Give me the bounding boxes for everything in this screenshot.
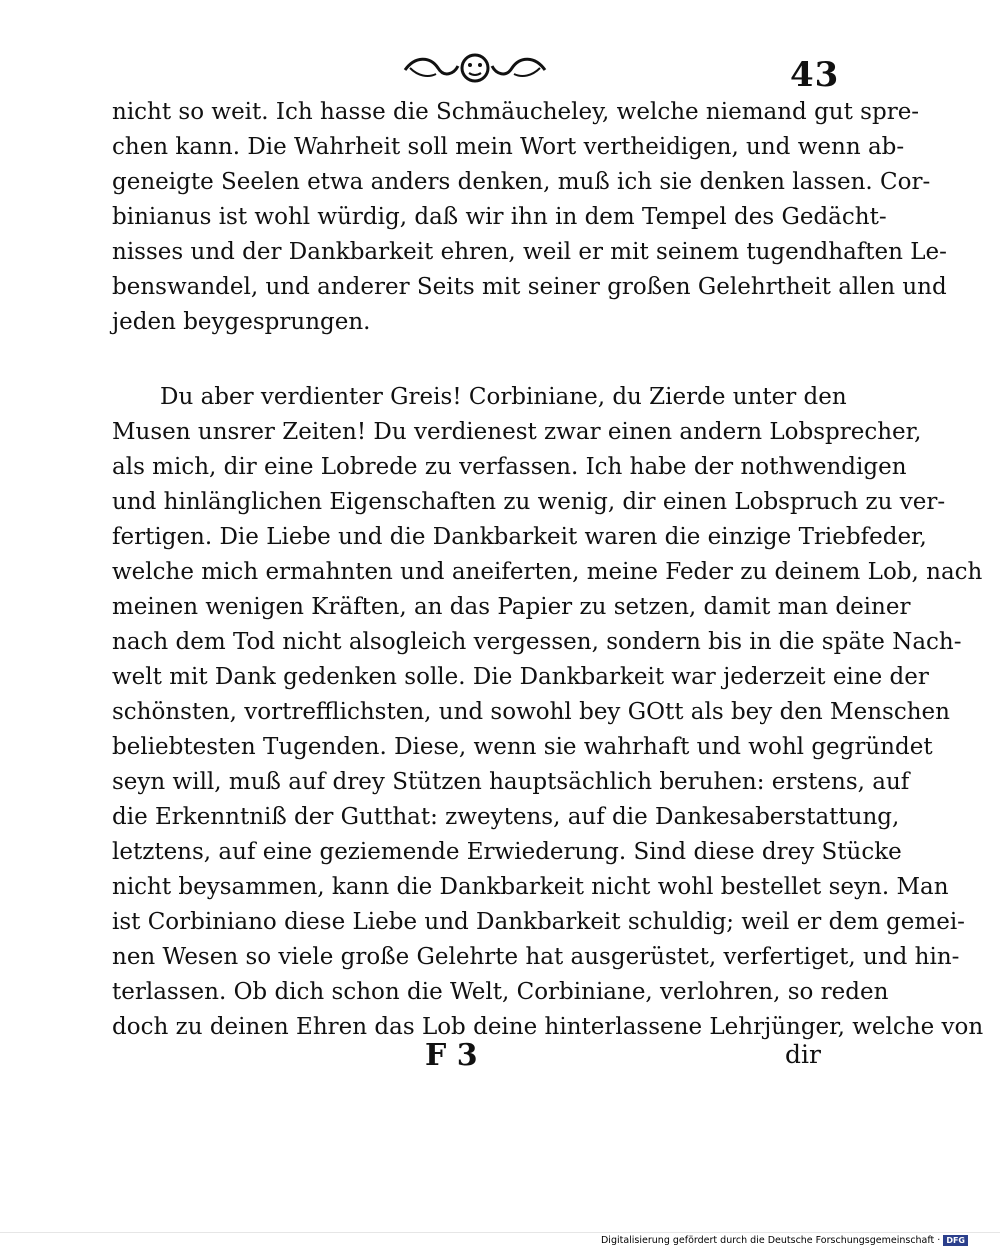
paragraph-1 [112,95,947,340]
text-line: meinen wenigen Kräften, an das Papier zu setzen, damit man deiner [112,594,911,620]
footer-divider [0,1232,1000,1233]
text-line: nach dem Tod nicht alsogleich vergessen, sondern bis in die späte Nach- [112,629,962,655]
page-number: 43 [790,55,840,95]
text-line: nisses und der Dankbarkeit ehren, weil er mit seinem tugendhaften Le- [112,239,947,265]
text-line: Musen unsrer Zeiten! Du verdienest zwar einen andern Lobsprecher, [112,419,922,445]
text-line: beliebtesten Tugenden. Diese, wenn sie wahrhaft und wohl gegründet [112,734,933,760]
text-line: nen Wesen so viele große Gelehrte hat ausgerüstet, verfertiget, und hin- [112,944,960,970]
text-line: binianus ist wohl würdig, daß wir ihn in dem Tempel des Gedächt- [112,204,887,230]
text-line: schönsten, vortrefflichsten, und sowohl bey GOtt als bey den Menschen [112,699,950,725]
text-line: doch zu deinen Ehren das Lob deine hinterlassene Lehrjünger, welche von [112,1014,984,1040]
text-line: nicht so weit. Ich hasse die Schmäucheley, welche niemand gut spre- [112,99,920,125]
text-line: geneigte Seelen etwa anders denken, muß ich sie denken lassen. Cor- [112,169,931,195]
text-line: jeden beygesprungen. [112,309,371,335]
paragraph-2 [112,380,984,1045]
text-line: welt mit Dank gedenken solle. Die Dankbarkeit war jederzeit eine der [112,664,929,690]
text-line: nicht beysammen, kann die Dankbarkeit nicht wohl bestellet seyn. Man [112,874,949,900]
text-line: chen kann. Die Wahrheit soll mein Wort vertheidigen, und wenn ab- [112,134,905,160]
signature-mark: F 3 [425,1038,478,1073]
dfg-logo: DFG [943,1235,968,1246]
text-line: seyn will, muß auf drey Stützen hauptsächlich beruhen: erstens, auf [112,769,910,795]
text-line: als mich, dir eine Lobrede zu verfassen. Ich habe der nothwendigen [112,454,907,480]
text-line: terlassen. Ob dich schon die Welt, Corbiniane, verlohren, so reden [112,979,889,1005]
text-line: ist Corbiniano diese Liebe und Dankbarkeit schuldig; weil er dem gemei- [112,909,965,935]
funding-footer [601,1235,968,1246]
text-line: die Erkenntniß der Gutthat: zweytens, auf die Dankesaberstattung, [112,804,900,830]
text-line: fertigen. Die Liebe und die Dankbarkeit waren die einzige Triebfeder, [112,524,927,550]
catchword: dir [785,1040,821,1069]
text-line: welche mich ermahnten und aneiferten, meine Feder zu deinem Lob, nach [112,559,983,585]
text-line: benswandel, und anderer Seits mit seiner großen Gelehrtheit allen und [112,274,947,300]
decorative-ornament [400,48,550,88]
text-line: letztens, auf eine geziemende Erwiederung. Sind diese drey Stücke [112,839,902,865]
text-line: Du aber verdienter Greis! Corbiniane, du Zierde unter den [160,384,847,410]
text-line: und hinlänglichen Eigenschaften zu wenig, dir einen Lobspruch zu ver- [112,489,946,515]
funding-note: Digitalisierung gefördert durch die Deutsche Forschungsgemeinschaft · [600,1235,941,1246]
body-text [112,95,984,1045]
paragraph-gap [112,340,822,380]
